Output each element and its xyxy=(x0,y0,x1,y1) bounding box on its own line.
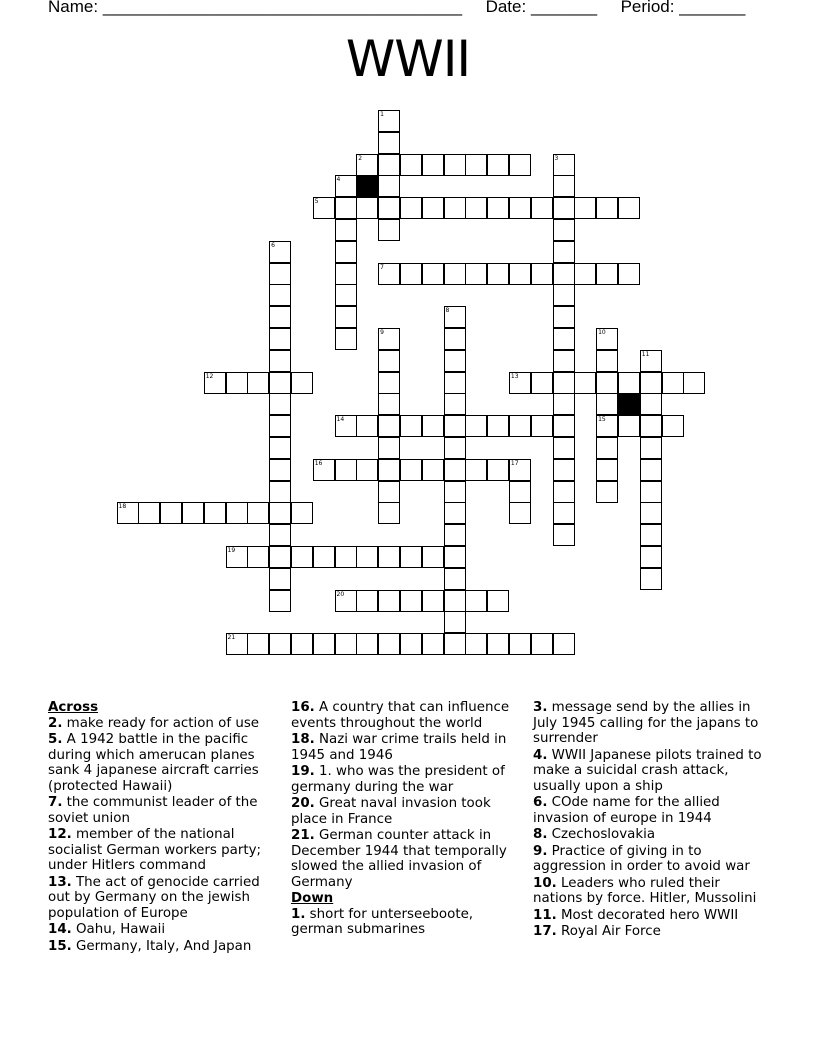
grid-cell[interactable] xyxy=(247,502,269,524)
grid-cell[interactable] xyxy=(335,306,357,328)
grid-cell[interactable] xyxy=(422,263,444,285)
black-square xyxy=(618,393,640,415)
grid-cell[interactable] xyxy=(269,393,291,415)
grid-cell[interactable] xyxy=(335,328,357,350)
grid-cell[interactable] xyxy=(553,372,575,394)
grid-cell[interactable] xyxy=(378,393,400,415)
grid-cell[interactable] xyxy=(356,546,378,568)
grid-cell[interactable] xyxy=(378,219,400,241)
clue-number: 7 xyxy=(380,263,384,271)
grid-cell[interactable] xyxy=(444,633,466,655)
clue-number: 4 xyxy=(336,176,341,184)
clue-down: 8. Czechoslovakia xyxy=(533,827,656,843)
grid-cell[interactable] xyxy=(378,633,400,655)
grid-cell[interactable] xyxy=(378,459,400,481)
grid-cell[interactable] xyxy=(487,263,509,285)
grid-cell[interactable] xyxy=(400,459,422,481)
grid-cell[interactable] xyxy=(465,263,487,285)
grid-cell[interactable] xyxy=(378,263,400,285)
grid-cell[interactable] xyxy=(553,481,575,503)
grid-cell[interactable] xyxy=(618,263,640,285)
clue-number: 21 xyxy=(227,634,236,642)
grid-cell[interactable] xyxy=(269,568,291,590)
grid-cell[interactable] xyxy=(465,590,487,612)
grid-cell[interactable] xyxy=(269,590,291,612)
grid-cell[interactable] xyxy=(444,197,466,219)
clues-column-2 xyxy=(291,700,519,939)
clue-number: 17 xyxy=(510,459,519,467)
grid-cell[interactable] xyxy=(531,372,553,394)
grid-cell[interactable] xyxy=(335,219,357,241)
grid-cell[interactable] xyxy=(422,546,444,568)
grid-cell[interactable] xyxy=(640,502,662,524)
grid-cell[interactable] xyxy=(444,415,466,437)
grid-cell[interactable] xyxy=(356,415,378,437)
grid-cell[interactable] xyxy=(596,372,618,394)
grid-cell[interactable] xyxy=(335,197,357,219)
date-label: Date: xyxy=(485,0,527,16)
grid-cell[interactable] xyxy=(378,197,400,219)
grid-cell[interactable] xyxy=(640,393,662,415)
clue-number: 15 xyxy=(598,416,606,424)
grid-cell[interactable] xyxy=(400,546,422,568)
grid-cell[interactable] xyxy=(400,263,422,285)
clue-down: 4. WWII Japanese pilots trained to make a suicidal crash attack, usually upon a ship xyxy=(533,747,762,794)
grid-cell[interactable] xyxy=(553,437,575,459)
grid-cell[interactable] xyxy=(400,154,422,176)
grid-cell[interactable] xyxy=(356,197,378,219)
grid-cell[interactable] xyxy=(269,524,291,546)
grid-cell[interactable] xyxy=(269,306,291,328)
grid-cell[interactable] xyxy=(335,546,357,568)
grid-cell[interactable] xyxy=(444,481,466,503)
clue-across: 20. Great naval invasion took place in France xyxy=(291,795,491,827)
grid-cell[interactable] xyxy=(640,459,662,481)
grid-cell[interactable] xyxy=(444,328,466,350)
grid-cell[interactable] xyxy=(291,372,313,394)
grid-cell[interactable] xyxy=(356,154,378,176)
grid-cell[interactable] xyxy=(378,132,400,154)
grid-cell[interactable] xyxy=(444,306,466,328)
grid-cell[interactable] xyxy=(487,633,509,655)
clue-number: 3 xyxy=(554,154,559,162)
grid-cell[interactable] xyxy=(553,633,575,655)
grid-cell[interactable] xyxy=(531,197,553,219)
across-clues-column-1 xyxy=(48,700,270,955)
grid-cell[interactable] xyxy=(335,415,357,437)
grid-cell[interactable] xyxy=(444,350,466,372)
grid-cell[interactable] xyxy=(313,197,335,219)
grid-cell[interactable] xyxy=(509,372,531,394)
grid-cell[interactable] xyxy=(335,241,357,263)
clue-number: 18 xyxy=(118,503,127,511)
grid-cell[interactable] xyxy=(160,502,182,524)
clue-across: 2. make ready for action of use xyxy=(48,715,260,731)
clue-across: 15. Germany, Italy, And Japan xyxy=(48,938,252,954)
name-label: Name: xyxy=(48,0,99,16)
grid-cell[interactable] xyxy=(269,633,291,655)
grid-cell[interactable] xyxy=(553,350,575,372)
grid-cell[interactable] xyxy=(531,633,553,655)
grid-cell[interactable] xyxy=(335,284,357,306)
grid-cell[interactable] xyxy=(487,197,509,219)
grid-cell[interactable] xyxy=(291,633,313,655)
grid-cell[interactable] xyxy=(378,110,400,132)
grid-cell[interactable] xyxy=(487,459,509,481)
grid-cell[interactable] xyxy=(204,372,226,394)
grid-cell[interactable] xyxy=(553,393,575,415)
clue-across: 13. The act of genocide carried out by Germany on the jewish population of Europe xyxy=(48,874,260,921)
clue-number: 10 xyxy=(598,329,606,336)
grid-cell[interactable] xyxy=(444,590,466,612)
grid-cell[interactable] xyxy=(553,306,575,328)
grid-cell[interactable] xyxy=(509,633,531,655)
grid-cell[interactable] xyxy=(400,197,422,219)
grid-cell[interactable] xyxy=(662,372,684,394)
black-square xyxy=(356,175,378,197)
period-label: Period: xyxy=(620,0,675,16)
grid-cell[interactable] xyxy=(596,459,618,481)
date-field[interactable]: _______ xyxy=(530,0,598,16)
clue-across: 19. 1. who was the president of germany during the war xyxy=(291,763,505,795)
down-clues-column xyxy=(533,700,773,940)
name-field[interactable]: ______________________________________ xyxy=(102,0,463,16)
grid-cell[interactable] xyxy=(378,350,400,372)
clue-number: 2 xyxy=(358,154,363,162)
grid-cell[interactable] xyxy=(640,568,662,590)
grid-cell[interactable] xyxy=(640,415,662,437)
grid-cell[interactable] xyxy=(553,154,575,176)
grid-cell[interactable] xyxy=(422,633,444,655)
grid-cell[interactable] xyxy=(356,590,378,612)
clue-number: 12 xyxy=(205,372,214,380)
clue-down: 1. short for unterseeboote, german submarines xyxy=(291,906,474,938)
clue-number: 14 xyxy=(336,416,345,424)
clue-across: 16. A country that can influence events throughout the world xyxy=(291,700,510,731)
grid-cell[interactable] xyxy=(444,568,466,590)
period-field[interactable]: _______ xyxy=(679,0,746,16)
grid-cell[interactable] xyxy=(618,415,640,437)
grid-cell[interactable] xyxy=(422,590,444,612)
grid-cell[interactable] xyxy=(596,393,618,415)
grid-cell[interactable] xyxy=(487,154,509,176)
grid-cell[interactable] xyxy=(553,263,575,285)
grid-cell[interactable] xyxy=(335,590,357,612)
grid-cell[interactable] xyxy=(574,263,596,285)
grid-cell[interactable] xyxy=(335,263,357,285)
grid-cell[interactable] xyxy=(204,502,226,524)
clue-down: 11. Most decorated hero WWII xyxy=(533,907,739,923)
grid-cell[interactable] xyxy=(444,154,466,176)
grid-cell[interactable] xyxy=(444,611,466,633)
grid-cell[interactable] xyxy=(247,633,269,655)
grid-cell[interactable] xyxy=(378,154,400,176)
grid-cell[interactable] xyxy=(640,350,662,372)
grid-cell[interactable] xyxy=(378,546,400,568)
grid-cell[interactable] xyxy=(574,372,596,394)
grid-cell[interactable] xyxy=(422,415,444,437)
grid-cell[interactable] xyxy=(531,263,553,285)
grid-cell[interactable] xyxy=(335,175,357,197)
clue-number: 16 xyxy=(314,459,323,467)
grid-cell[interactable] xyxy=(378,415,400,437)
grid-cell[interactable] xyxy=(640,481,662,503)
grid-cell[interactable] xyxy=(269,241,291,263)
grid-cell[interactable] xyxy=(269,284,291,306)
grid-cell[interactable] xyxy=(117,502,139,524)
grid-cell[interactable] xyxy=(509,481,531,503)
grid-cell[interactable] xyxy=(247,546,269,568)
grid-cell[interactable] xyxy=(596,415,618,437)
grid-cell[interactable] xyxy=(662,415,684,437)
grid-cell[interactable] xyxy=(291,502,313,524)
grid-cell[interactable] xyxy=(378,328,400,350)
grid-cell[interactable] xyxy=(531,415,553,437)
clue-across: 5. A 1942 battle in the pacific during which amerucan planes sank 4 japanese aircraft carries (protected Hawaii) xyxy=(48,731,259,794)
grid-cell[interactable] xyxy=(509,415,531,437)
grid-cell[interactable] xyxy=(553,328,575,350)
clue-number: 20 xyxy=(336,590,345,598)
grid-cell[interactable] xyxy=(553,284,575,306)
clue-down: 10. Leaders who ruled their nations by force. Hitler, Mussolini xyxy=(533,875,757,907)
grid-cell[interactable] xyxy=(574,197,596,219)
grid-cell[interactable] xyxy=(422,459,444,481)
grid-cell[interactable] xyxy=(313,459,335,481)
grid-cell[interactable] xyxy=(269,437,291,459)
clue-number: 13 xyxy=(510,372,519,380)
clue-down: 3. message send by the allies in July 1945 calling for the japans to surrender xyxy=(533,700,759,747)
grid-cell[interactable] xyxy=(683,372,705,394)
grid-cell[interactable] xyxy=(356,633,378,655)
grid-cell[interactable] xyxy=(313,633,335,655)
clue-across: 7. the communist leader of the soviet union xyxy=(48,795,258,826)
grid-cell[interactable] xyxy=(378,590,400,612)
grid-cell[interactable] xyxy=(487,590,509,612)
grid-cell[interactable] xyxy=(553,502,575,524)
grid-cell[interactable] xyxy=(487,415,509,437)
grid-cell[interactable] xyxy=(226,546,248,568)
grid-cell[interactable] xyxy=(444,459,466,481)
grid-cell[interactable] xyxy=(335,459,357,481)
grid-cell[interactable] xyxy=(269,502,291,524)
grid-cell[interactable] xyxy=(640,546,662,568)
grid-cell[interactable] xyxy=(444,502,466,524)
grid-cell[interactable] xyxy=(596,328,618,350)
grid-cell[interactable] xyxy=(378,502,400,524)
clue-down: 9. Practice of giving in to aggression in order to avoid war xyxy=(533,843,750,875)
grid-cell[interactable] xyxy=(269,263,291,285)
grid-cell[interactable] xyxy=(465,197,487,219)
grid-cell[interactable] xyxy=(596,481,618,503)
grid-cell[interactable] xyxy=(444,546,466,568)
grid-cell[interactable] xyxy=(313,546,335,568)
clue-down: 6. COde name for the allied invasion of europe in 1944 xyxy=(533,795,720,826)
clue-number: 9 xyxy=(380,329,384,336)
clue-number: 1 xyxy=(380,111,384,118)
grid-cell[interactable] xyxy=(640,372,662,394)
grid-cell[interactable] xyxy=(400,633,422,655)
grid-cell[interactable] xyxy=(553,459,575,481)
grid-cell[interactable] xyxy=(269,350,291,372)
grid-cell[interactable] xyxy=(596,197,618,219)
grid-cell[interactable] xyxy=(444,393,466,415)
grid-cell[interactable] xyxy=(444,372,466,394)
grid-cell[interactable] xyxy=(509,263,531,285)
grid-cell[interactable] xyxy=(553,219,575,241)
grid-cell[interactable] xyxy=(226,372,248,394)
grid-cell[interactable] xyxy=(247,372,269,394)
page-title: WWII xyxy=(345,30,471,88)
grid-cell[interactable] xyxy=(640,437,662,459)
grid-cell[interactable] xyxy=(335,633,357,655)
grid-cell[interactable] xyxy=(269,328,291,350)
clue-number: 19 xyxy=(227,547,236,554)
grid-cell[interactable] xyxy=(465,459,487,481)
clue-number: 5 xyxy=(314,198,319,206)
grid-cell[interactable] xyxy=(226,502,248,524)
grid-cell[interactable] xyxy=(509,502,531,524)
grid-cell[interactable] xyxy=(444,263,466,285)
clue-across: 18. Nazi war crime trails held in 1945 and 1946 xyxy=(291,731,507,763)
grid-cell[interactable] xyxy=(182,502,204,524)
grid-cell[interactable] xyxy=(400,415,422,437)
grid-cell[interactable] xyxy=(553,415,575,437)
clue-across: 14. Oahu, Hawaii xyxy=(48,922,166,938)
clue-number: 8 xyxy=(445,307,450,315)
grid-cell[interactable] xyxy=(596,437,618,459)
grid-cell[interactable] xyxy=(356,459,378,481)
clue-down: 17. Royal Air Force xyxy=(533,923,661,939)
grid-cell[interactable] xyxy=(509,197,531,219)
grid-cell[interactable] xyxy=(269,415,291,437)
grid-cell[interactable] xyxy=(553,524,575,546)
grid-cell[interactable] xyxy=(465,154,487,176)
grid-cell[interactable] xyxy=(378,372,400,394)
clue-number: 11 xyxy=(641,350,650,358)
grid-cell[interactable] xyxy=(596,350,618,372)
grid-cell[interactable] xyxy=(640,524,662,546)
grid-cell[interactable] xyxy=(509,154,531,176)
down-heading: Down xyxy=(291,891,334,907)
grid-cell[interactable] xyxy=(553,175,575,197)
grid-cell[interactable] xyxy=(138,502,160,524)
across-heading: Across xyxy=(48,700,99,715)
clue-across: 21. German counter attack in December 1944 that temporally slowed the allied invasion of Germany xyxy=(291,827,507,890)
grid-cell[interactable] xyxy=(422,154,444,176)
grid-cell[interactable] xyxy=(596,263,618,285)
grid-cell[interactable] xyxy=(269,372,291,394)
clue-across: 12. member of the national socialist German workers party; under Hitlers command xyxy=(48,827,262,874)
grid-cell[interactable] xyxy=(465,415,487,437)
grid-cell[interactable] xyxy=(378,437,400,459)
grid-cell[interactable] xyxy=(618,197,640,219)
clue-number: 6 xyxy=(271,241,275,249)
grid-cell[interactable] xyxy=(465,633,487,655)
grid-cell[interactable] xyxy=(226,633,248,655)
grid-cell[interactable] xyxy=(269,481,291,503)
grid-cell[interactable] xyxy=(378,175,400,197)
grid-cell[interactable] xyxy=(553,197,575,219)
grid-cell[interactable] xyxy=(422,197,444,219)
grid-cell[interactable] xyxy=(269,546,291,568)
grid-cell[interactable] xyxy=(444,437,466,459)
grid-cell[interactable] xyxy=(509,459,531,481)
grid-cell[interactable] xyxy=(444,524,466,546)
grid-cell[interactable] xyxy=(291,546,313,568)
grid-cell[interactable] xyxy=(618,372,640,394)
grid-cell[interactable] xyxy=(269,459,291,481)
grid-cell[interactable] xyxy=(378,481,400,503)
grid-cell[interactable] xyxy=(553,241,575,263)
grid-cell[interactable] xyxy=(400,590,422,612)
